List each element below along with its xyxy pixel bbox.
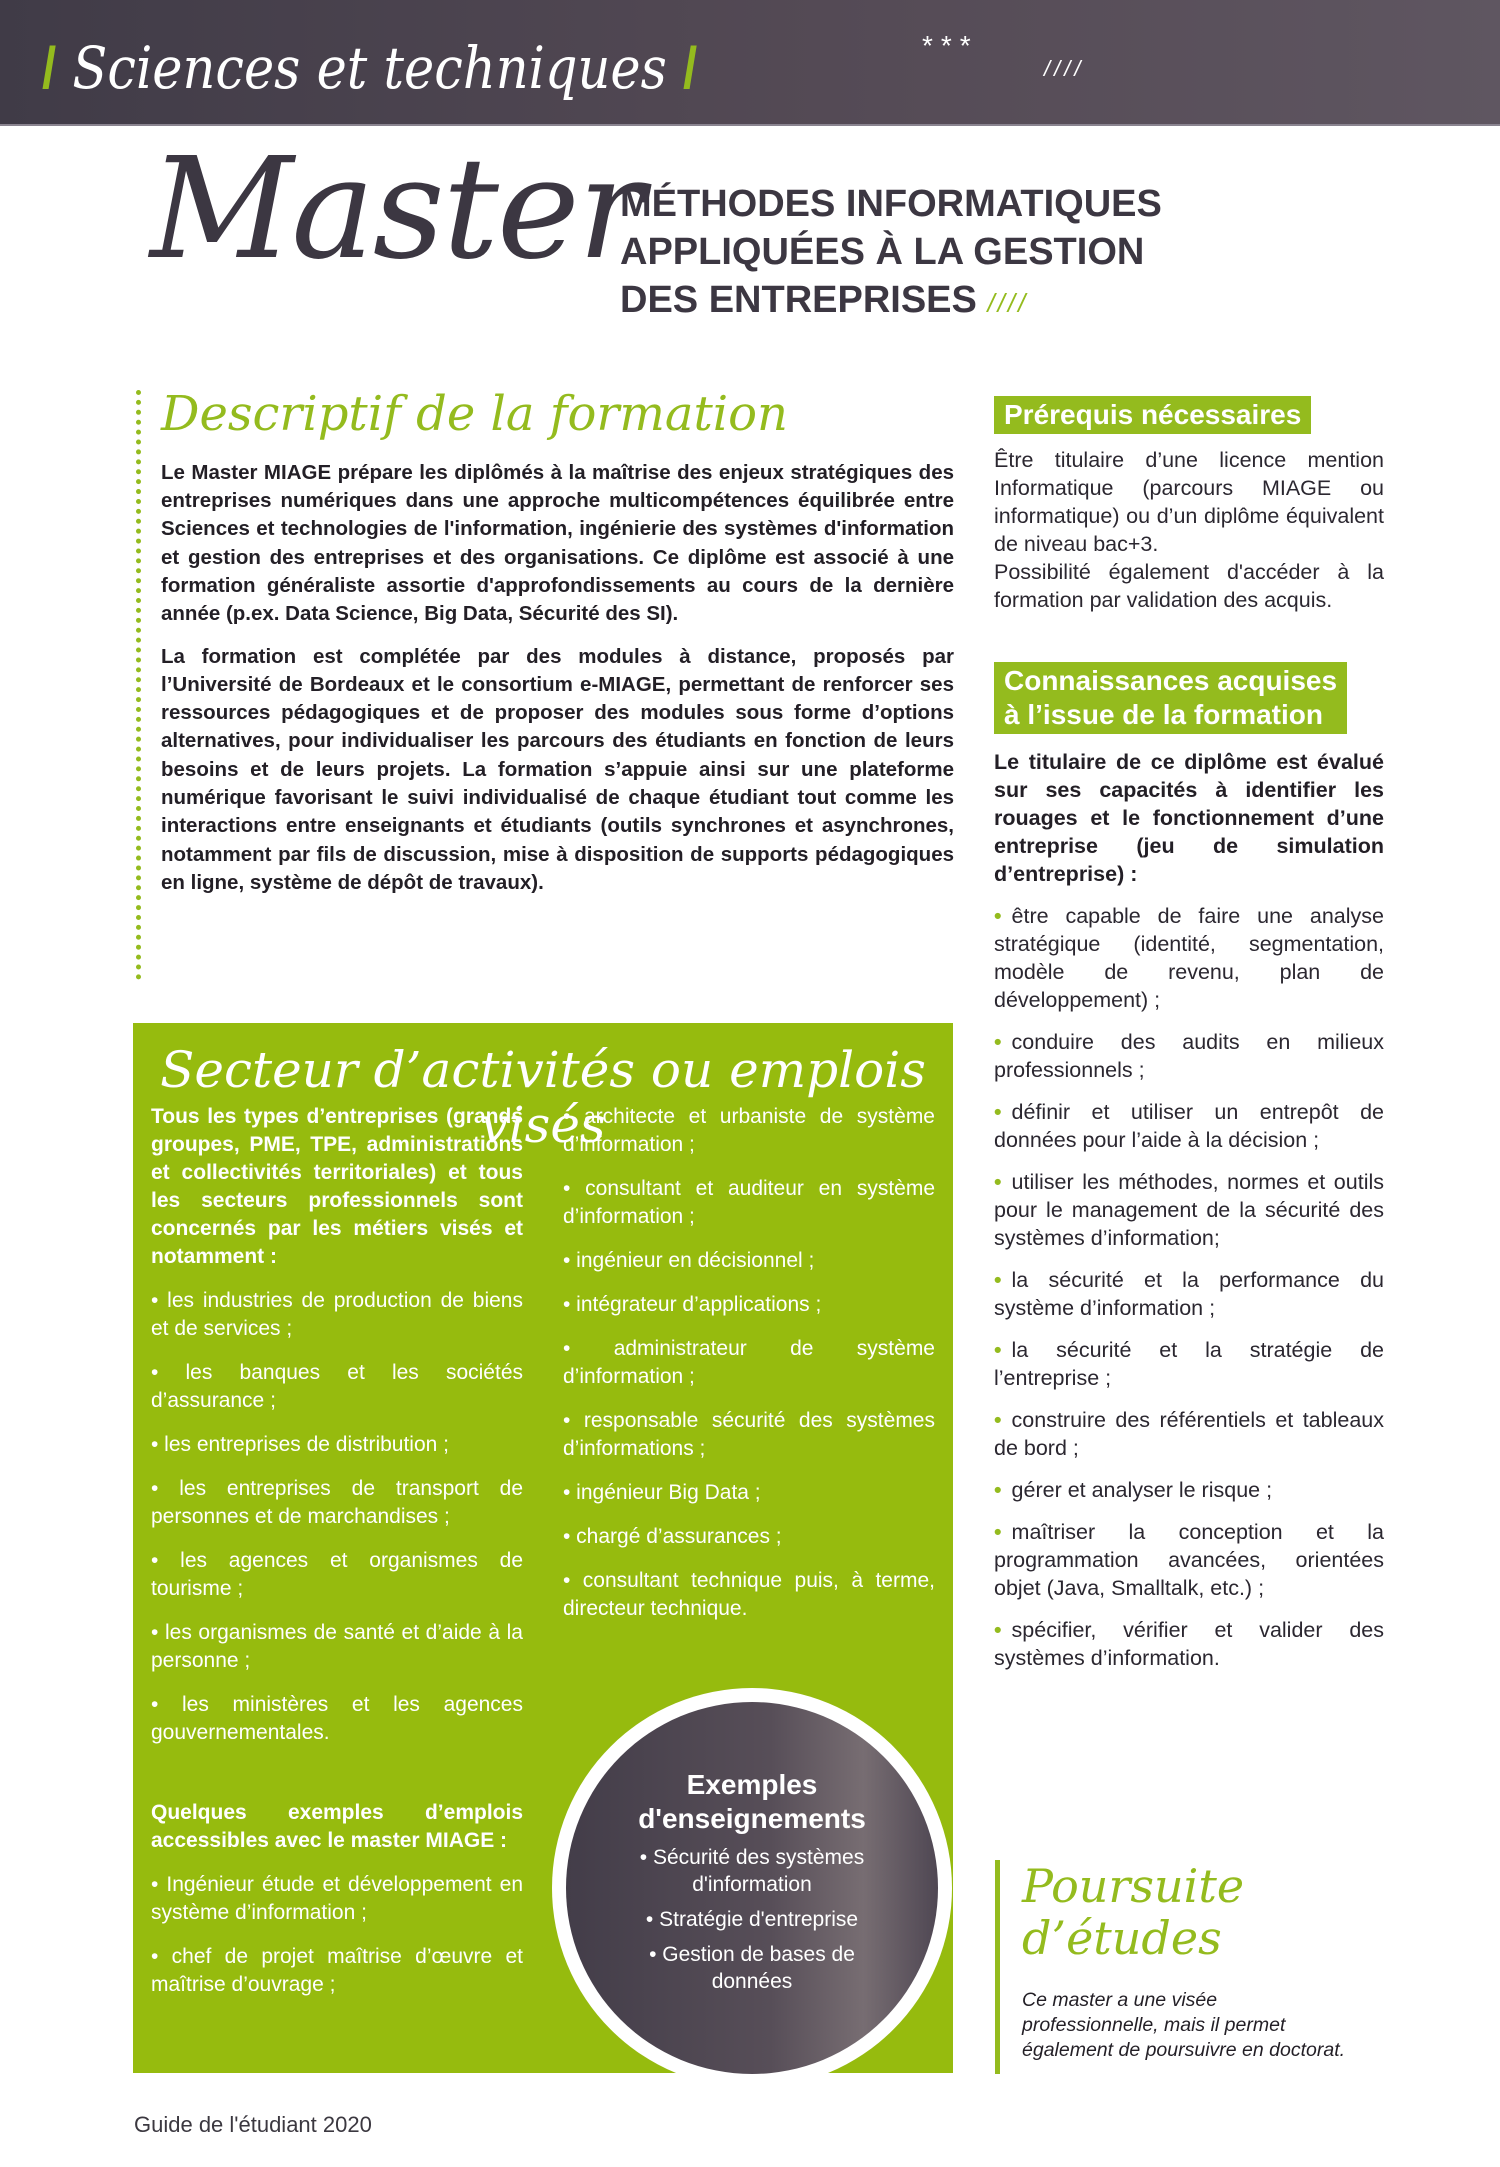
- right-column: [994, 396, 1384, 1686]
- stars-decoration-icon: ***: [922, 30, 979, 61]
- bullet-icon: •: [994, 1170, 1002, 1194]
- job-item: • ingénieur en décisionnel ;: [563, 1249, 815, 1272]
- sector-item: • les industries de production de biens et de services ;: [151, 1289, 523, 1340]
- sector-item: • les organismes de santé et d’aide à la personne ;: [151, 1621, 523, 1672]
- sector-item: • les entreprises de transport de personnes et de marchandises ;: [151, 1477, 523, 1528]
- slashes-accent-icon: ////: [987, 288, 1029, 318]
- further-studies-heading-line: d’études: [1022, 1911, 1222, 1965]
- knowledge-item: [994, 902, 1384, 1014]
- degree-title-line: APPLIQUÉES À LA GESTION: [620, 231, 1145, 273]
- knowledge-lead: Le titulaire de ce diplôme est évalué sur ses capacités à identifier les rouages et le fonctionnement d’une entreprise (jeu de simulation d’entreprise) :: [994, 750, 1384, 886]
- job-item: • consultant et auditeur en système d’information ;: [563, 1177, 935, 1228]
- prerequisites-heading: Prérequis nécessaires: [994, 396, 1311, 434]
- knowledge-item: [994, 1336, 1384, 1392]
- knowledge-item: [994, 1616, 1384, 1672]
- further-studies-heading-line: Poursuite: [1022, 1859, 1245, 1913]
- job-item: • responsable sécurité des systèmes d’informations ;: [563, 1409, 935, 1460]
- bullet-icon: •: [994, 1100, 1002, 1124]
- bullet-icon: •: [994, 1618, 1002, 1642]
- sectors-lead: Tous les types d’entreprises (grands groupes, PME, TPE, administrations et collectivités territoriales) et tous les secteurs professionnels sont concernés par les métiers visés et notamment :: [151, 1105, 523, 1268]
- further-studies-section: [995, 1860, 1355, 2074]
- knowledge-item-text: spécifier, vérifier et valider des systèmes d’information.: [994, 1618, 1384, 1670]
- knowledge-heading: [994, 662, 1347, 734]
- sectors-left-column: [151, 1103, 523, 2015]
- sector-item: • les entreprises de distribution ;: [151, 1433, 449, 1456]
- jobs-lead: Quelques exemples d’emplois accessibles avec le master MIAGE :: [151, 1801, 523, 1852]
- knowledge-item-text: la sécurité et la stratégie de l’entreprise ;: [994, 1338, 1384, 1390]
- description-paragraph: Le Master MIAGE prépare les diplômés à la maîtrise des enjeux stratégiques des entreprises numériques dans une approche multicompétences équilibrée entre Sciences et technologies de l'information, ingénierie des systèmes d'information et gestion des entreprises et des organisations. Ce diplôme est associé à une formation généraliste assortie d'approfondissements au cours de la dernière année (p.ex. Data Science, Big Data, Sécurité des SI).: [161, 460, 954, 626]
- prerequisites-paragraph: [994, 446, 1384, 614]
- prerequisites-section: [994, 396, 1384, 614]
- degree-title-line: MÉTHODES INFORMATIQUES: [620, 183, 1162, 225]
- teaching-example-item: • Gestion de bases de données: [649, 1943, 855, 1993]
- knowledge-item-text: construire des référentiels et tableaux de bord ;: [994, 1408, 1384, 1460]
- knowledge-item-text: maîtriser la conception et la programmation avancées, orientées objet (Java, Smalltalk, etc.) ;: [994, 1520, 1384, 1600]
- job-item: • architecte et urbaniste de système d’information ;: [563, 1105, 935, 1156]
- description-section: [136, 386, 954, 980]
- knowledge-item: [994, 1168, 1384, 1252]
- sector-item: • les ministères et les agences gouvernementales.: [151, 1693, 523, 1744]
- teaching-examples-title: [566, 1768, 938, 1836]
- teaching-examples-circle: [566, 1702, 938, 2074]
- bullet-icon: •: [994, 1030, 1002, 1054]
- slash-right-icon: /: [683, 36, 698, 101]
- knowledge-item: [994, 1028, 1384, 1084]
- teaching-examples-title-line: d'enseignements: [638, 1803, 866, 1834]
- degree-title-line: [620, 276, 1162, 327]
- section-title-text: Sciences et techniques: [72, 34, 667, 102]
- job-item: • consultant technique puis, à terme, directeur technique.: [563, 1569, 935, 1620]
- description-heading: Descriptif de la formation: [161, 386, 788, 442]
- slashes-decoration-icon: ////: [1044, 56, 1085, 81]
- section-title: [42, 34, 697, 102]
- teaching-examples-badge: [552, 1688, 952, 2088]
- bullet-icon: •: [994, 1408, 1002, 1432]
- sectors-right-column: [563, 1103, 935, 1639]
- job-item: • chef de projet maîtrise d’œuvre et maîtrise d’ouvrage ;: [151, 1945, 523, 1996]
- knowledge-item-text: la sécurité et la performance du système d’information ;: [994, 1268, 1384, 1320]
- bullet-icon: •: [994, 1520, 1002, 1544]
- sectors-heading: Secteur d’activités ou emplois visés: [160, 1041, 926, 1154]
- further-studies-heading: [1022, 1860, 1355, 1964]
- knowledge-item-text: conduire des audits en milieux professionnels ;: [994, 1030, 1384, 1082]
- knowledge-item: [994, 1476, 1384, 1504]
- knowledge-item: [994, 1406, 1384, 1462]
- knowledge-item: [994, 1518, 1384, 1602]
- footer-text: Guide de l'étudiant 2020: [134, 2112, 372, 2137]
- degree-title: [620, 180, 1162, 327]
- degree-title-line-text: DES ENTREPRISES: [620, 279, 977, 321]
- knowledge-section: [994, 662, 1384, 1672]
- knowledge-heading-line: à l’issue de la formation: [1004, 699, 1323, 730]
- description-paragraph: La formation est complétée par des modules à distance, proposés par l’Université de Bordeaux et le consortium e-MIAGE, permettant de renforcer ses ressources pédagogiques et de proposer des modules sous forme d’options alternatives, pour individualiser les parcours des étudiants en fonction de leurs besoins et de leurs projets. La formation s’appuie ainsi sur une plateforme numérique favorisant le suivi individualisé de chaque étudiant tout comme les interactions entre enseignants et étudiants (outils synchrones et asynchrones, notamment par fils de discussion, mise à disposition de supports pédagogiques en ligne, système de dépôt de travaux).: [161, 644, 954, 894]
- bullet-icon: •: [994, 904, 1002, 928]
- teaching-examples-title-line: Exemples: [686, 1769, 818, 1800]
- job-item: • intégrateur d’applications ;: [563, 1293, 822, 1316]
- knowledge-item-text: définir et utiliser un entrepôt de données pour l’aide à la décision ;: [994, 1100, 1384, 1152]
- sector-item: • les agences et organismes de tourisme ;: [151, 1549, 523, 1600]
- knowledge-heading-line: Connaissances acquises: [1004, 665, 1338, 696]
- slash-left-icon: /: [42, 36, 57, 101]
- further-studies-text: Ce master a une visée professionnelle, mais il permet également de poursuivre en doctorat.: [1022, 1989, 1346, 2061]
- knowledge-item: [994, 1098, 1384, 1154]
- knowledge-item-text: être capable de faire une analyse stratégique (identité, segmentation, modèle de revenu, plan de développement) ;: [994, 904, 1384, 1012]
- job-item: • ingénieur Big Data ;: [563, 1481, 761, 1504]
- teaching-example-item: • Stratégie d'entreprise: [645, 1908, 859, 1931]
- header-band: [0, 0, 1500, 126]
- knowledge-item-text: gérer et analyser le risque ;: [1011, 1478, 1273, 1502]
- knowledge-item-text: utiliser les méthodes, normes et outils pour le management de la sécurité des systèmes d’information;: [994, 1170, 1384, 1250]
- job-item: • chargé d’assurances ;: [563, 1525, 782, 1548]
- degree-level: Master: [150, 128, 643, 291]
- knowledge-list: [994, 902, 1384, 1672]
- knowledge-item: [994, 1266, 1384, 1322]
- bullet-icon: •: [994, 1338, 1002, 1362]
- job-item: • Ingénieur étude et développement en système d’information ;: [151, 1873, 523, 1924]
- prerequisites-text: Être titulaire d’une licence mention Informatique (parcours MIAGE ou informatique) ou d’un diplôme équivalent de niveau bac+3.: [994, 448, 1384, 556]
- teaching-example-item: • Sécurité des systèmes d'information: [639, 1846, 865, 1896]
- bullet-icon: •: [994, 1268, 1002, 1292]
- bullet-icon: •: [994, 1478, 1002, 1502]
- prerequisites-text: Possibilité également d'accéder à la formation par validation des acquis.: [994, 560, 1384, 612]
- sector-item: • les banques et les sociétés d’assurance ;: [151, 1361, 523, 1412]
- job-item: • administrateur de système d’information ;: [563, 1337, 935, 1388]
